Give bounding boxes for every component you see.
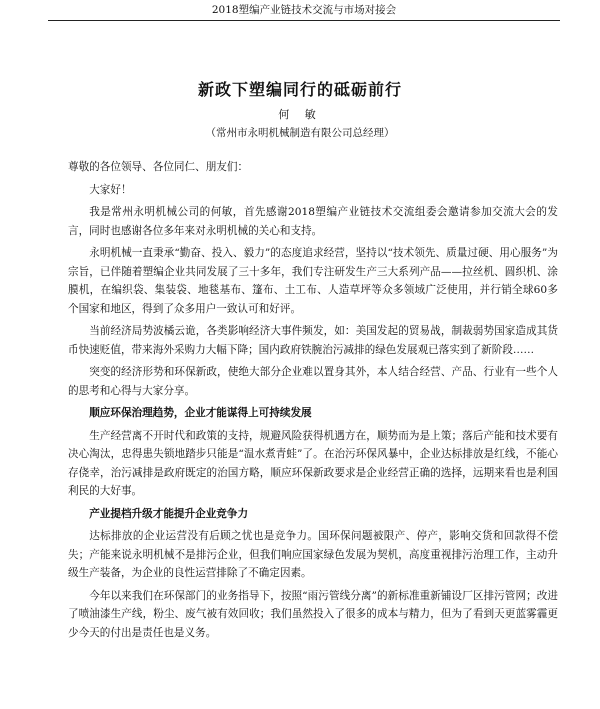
author-affiliation: （常州市永明机械制造有限公司总经理） [205, 127, 395, 139]
salutation-paragraph: 尊敬的各位领导、各位同仁、朋友们： [68, 161, 249, 173]
company-paragraph: 永明机械一直秉承“勤奋、投入、毅力”的态度追求经营，坚持以“技术领先、质量过硬、用心服务”为宗旨，已伴随着塑编企业共同发展了三十多年，我们专注研发生产三大系列产品——拉丝机、圆织机、涂膜机，在编织袋、集装袋、地毯基布、篷布、土工布、人造草坪等众多领域广泛使用，并行销全球60多个国家和地区，得到了众多用户一致认可和好评。 [68, 247, 558, 315]
section-heading-environment: 顺应环保治理趋势，企业才能谋得上可持续发展 [89, 407, 312, 419]
measures-paragraph: 今年以来我们在环保部门的业务指导下，按照“雨污管线分离”的新标准重新铺设厂区排污管网；改进了喷油漆生产线，粉尘、废气被有效回收；我们虽然投入了很多的成本与精力，但为了看到天更蓝雾霾更少今天的付出是责任也是义务。 [68, 589, 558, 639]
section-heading-upgrade: 产业提档升级才能提升企业竞争力 [89, 507, 249, 520]
article-body [68, 158, 558, 646]
article-author: 何 敏 [278, 108, 322, 121]
environment-paragraph: 生产经营离不开时代和政策的支持，规避风险获得机遇方在，顺势而为是上策；落后产能和技术要有决心淘汰，忠得患失锁地踏步只能是“温水煮青蛙”了。在治污环保风暴中，企业达标排放是红线，不能心存侥幸，治污减排是政府既定的治国方略，顺应环保新政要求是企业经营正确的选择，远期来看也是利国利民的大好事。 [68, 429, 558, 497]
economy-paragraph: 当前经济局势波橘云诡，各类影响经济大事件频发，如：美国发起的贸易战，制裁弱势国家造成其货币快速贬值，带来海外采购力大幅下降；国内政府铁腕治污减排的绿色发展观已落实到了新阶段…… [68, 325, 558, 356]
upgrade-paragraph: 达标排放的企业运营没有后顾之忧也是竞争力。国环保问题被限产、停产，影响交货和回款得不偿失；产能来说永明机械不是排污企业，但我们响应国家绿色发展为契机，高度重视排污治理工作，主动升级生产装备，为企业的良性运营排除了不确定因素。 [68, 530, 558, 579]
intro-paragraph: 我是常州永明机械公司的何敏，首先感谢2018塑编产业链技术交流组委会邀请参加交流大会的发言，同时也感谢各位多年来对永明机械的关心和支持。 [68, 206, 558, 237]
running-header: 2018塑编产业链技术交流与市场对接会 [48, 0, 560, 21]
article-title: 新政下塑编同行的砥砺前行 [197, 80, 402, 99]
sharing-paragraph: 突变的经济形势和环保新政，使绝大部分企业难以置身其外，本人结合经营、产品、行业有一些个人的思考和心得与大家分享。 [68, 366, 558, 397]
greeting-paragraph: 大家好！ [89, 183, 132, 196]
